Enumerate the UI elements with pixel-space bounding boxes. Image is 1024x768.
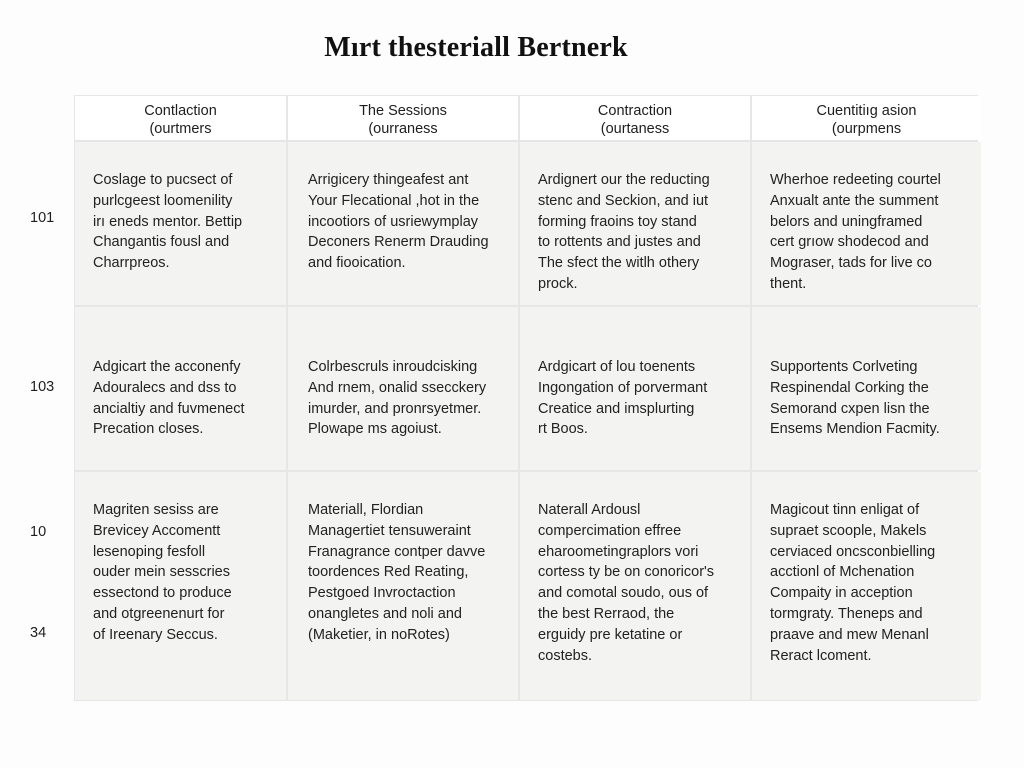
cell-line: Adgicart the acconenfy [93,359,241,375]
cell-line: The sfect the witlh othery [538,255,700,272]
cell-line: toordences Red Reating, [308,564,469,581]
row-number: 101 [30,210,55,226]
cell-line: Mograser, tads for live co [770,255,932,272]
cell-line: lesenoping fesfoll [93,543,206,560]
column-header-3-line-1: Contraction [597,103,673,119]
table-cell [288,142,518,305]
row-number: 34 [30,625,47,641]
cell-line: Magicout tinn enligat of [770,502,920,518]
cell-line: and otgreenenurt for [93,605,225,622]
cell-line: Franagrance contper davve [308,543,486,560]
cell-line: Plowape ms agoiust. [308,421,442,438]
cell-line: ouder mein sesscries [93,564,230,581]
cell-line: cerviaced oncsconbielling [770,543,936,560]
table-cell [520,472,750,700]
cell-line: Brevicey Accomentt [93,522,221,539]
cell-line: tormgraty. Theneps and [770,605,923,622]
cell-line: ancialtiy and fuvmenect [93,400,245,417]
cell-line: Colrbescruls inroudcisking [308,359,478,375]
column-header-4-line-2: (ourpmens [831,121,902,137]
cell-line: eharoometingraplors vori [538,543,699,560]
cell-line: Materiall, Flordian [308,502,424,518]
cell-line: And rnem, onalid ssecckery [308,379,487,396]
cell-line: Creatice and imsplurting [538,400,695,417]
cell-line: Wherhoe redeeting courtel [770,172,941,188]
cell-line: onangletes and noli and [308,605,462,622]
table-cell [752,307,981,470]
cell-line: to rottents and justes and [538,234,701,251]
cell-line: incootiors of usriewymplay [308,213,479,230]
cell-line: Ardignert our the reducting [538,172,710,188]
cell-line: thent. [770,275,807,292]
cell-line: Adouralecs and dss to [93,379,237,396]
cell-line: stenc and Seckion, and iut [538,192,709,209]
column-header-4 [752,96,981,140]
cell-line: Ardgicart of lou toenents [538,359,696,375]
cell-line: essectond to produce [93,585,232,602]
cell-line: Ensems Mendion Facmity. [770,421,940,438]
table-cell [288,307,518,470]
cell-line: purlcgeest loomenility [93,192,233,209]
cell-line: supraet scoople, Makels [770,522,927,539]
cell-line: Naterall Ardousl [538,502,641,518]
cell-line: Deconers Renerm Drauding [308,234,489,251]
cell-line: irı eneds mentor. Bettip [93,213,243,230]
cell-line: belors and uningframed [770,213,923,230]
column-header-2-line-1: The Sessions [359,103,447,119]
cell-line: costebs. [538,647,592,664]
table-cell [288,472,518,700]
table-cell [75,472,286,700]
cell-line: Arrigicery thingeafest ant [308,172,469,188]
cell-line: Ingongation of porvermant [538,379,708,396]
cell-line: of Ireenary Seccus. [93,626,218,643]
column-header-1-line-2: (ourtmers [149,121,212,137]
cell-line: Magriten sesiss are [93,502,219,518]
column-header-2-line-2: (ourraness [368,121,438,137]
cell-line: Reract lcoment. [770,647,872,664]
cell-line: the best Rerraod, the [538,605,675,622]
cell-line: Semorand cxpen lisn the [770,400,930,417]
table-cell [752,472,981,700]
row-number: 10 [30,524,47,540]
cell-line: Changantis fousl and [93,234,230,251]
table-cell [75,307,286,470]
cell-line: rt Boos. [538,421,588,438]
cell-line: Supportents Corlveting [770,359,918,375]
cell-line: Your Flecational ,hot in the [308,192,480,209]
cell-line: Respinendal Corking the [770,379,929,396]
document-title: Mırt thesteriall Bertnerk [324,32,628,63]
cell-line: acctionl of Mchenation [770,564,915,581]
table-cell [520,142,750,305]
cell-line: forming fraoins toy stand [538,213,697,230]
cell-line: (Maketier, in noRotes) [308,626,450,643]
cell-line: Coslage to pucsect of [93,172,233,188]
column-header-2 [288,96,518,140]
cell-line: Precation closes. [93,421,204,438]
cell-line: and fiooication. [308,255,406,272]
cell-line: and comotal soudo, ous of [538,585,709,602]
cell-line: Pestgoed Invroctaction [308,585,456,602]
table-cell [75,142,286,305]
cell-line: Compaity in acception [770,585,913,602]
cell-line: cortess ty be on conoricor's [538,564,715,581]
column-header-1-line-1: Contlaction [144,103,217,119]
cell-line: Charrpreos. [93,255,170,272]
column-header-1 [75,96,286,140]
column-header-3 [520,96,750,140]
row-number: 103 [30,379,55,395]
cell-line: cert grıow shodecod and [770,234,929,251]
comparison-table [74,95,978,701]
column-header-3-line-2: (ourtaness [600,121,670,137]
cell-line: compercimation effree [538,522,682,539]
cell-line: praave and mew Menanl [770,626,929,643]
cell-line: imurder, and pronrsyetmer. [308,400,482,417]
cell-line: Managertiet tensuweraint [308,522,471,539]
cell-line: prock. [538,275,578,292]
column-header-4-line-1: Cuentitiıg asion [816,103,917,119]
table-cell [752,142,981,305]
cell-line: erguidy pre ketatine or [538,626,683,643]
table-cell [520,307,750,470]
cell-line: Anxualt ante the summent [770,192,939,209]
